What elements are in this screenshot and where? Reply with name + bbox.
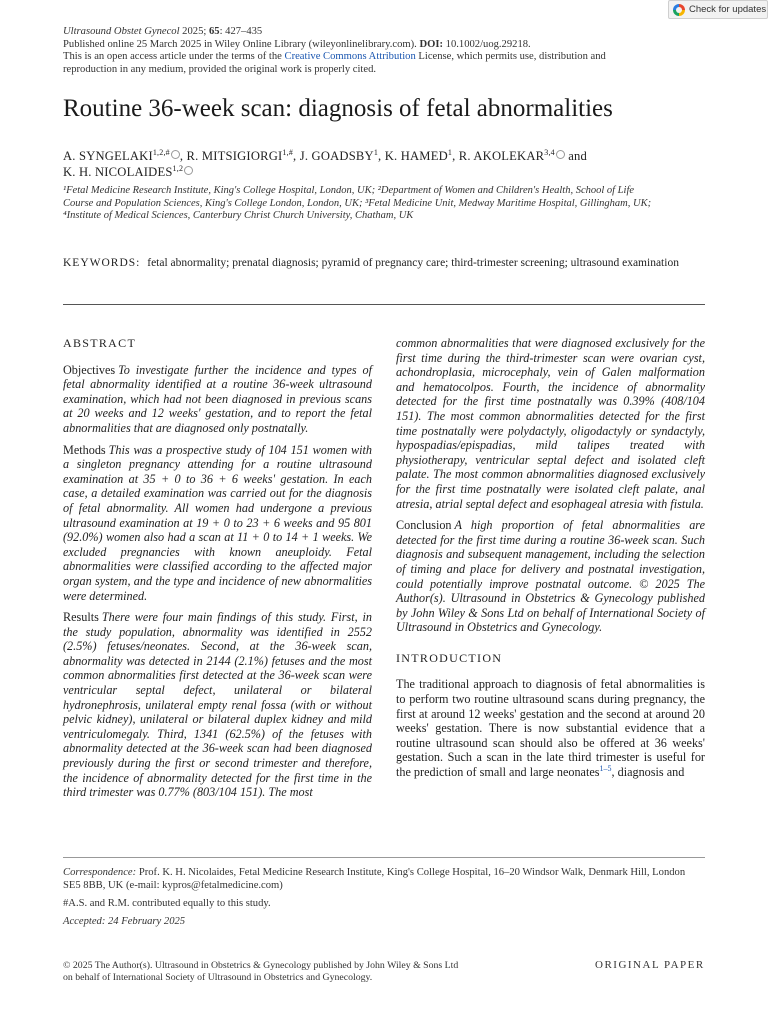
journal-metadata (63, 26, 663, 76)
accepted-date: Accepted: 24 February 2025 (63, 916, 186, 927)
keywords-label: KEYWORDS: (63, 257, 141, 269)
author-name: , J. GOADSBY (293, 149, 374, 163)
affiliation-line: ¹Fetal Medicine Research Institute, King's College Hospital, London, UK; ²Department of Women and Children's Health, School of Life (63, 185, 635, 196)
orcid-icon[interactable] (171, 150, 180, 159)
author-name: , K. HAMED (378, 149, 448, 163)
author-name: A. SYNGELAKI (63, 149, 153, 163)
orcid-icon[interactable] (556, 150, 565, 159)
affiliations (63, 185, 707, 223)
published-line: Published online 25 March 2025 in Wiley Online Library (wileyonlinelibrary.com). DOI: 10.1002/uog.29218. (63, 38, 531, 50)
footnotes (63, 866, 705, 933)
abstract-results: Results There were four main findings of this study. First, in the study population, abnormality was identified in 2552 (2.5%) fetuses/neonates. Second, at the 36-week scan, abnormality was detected in 2144 (2.1%) fetuses and the most common abnormalities first detected at the 36-week scan were ventricular septal defect, unilateral or bilateral hydronephrosis, unilateral empty renal fossa (with or without pelvic kidney), unilateral or bilateral duplex kidney and mild ventriculomegaly. Third, 1341 (62.5%) of the fetuses with abnormality detected at the 36-week scan had been diagnosed previously during the first or second trimester and therefore, the incidence of abnormality detected for the first time in the third trimester was 0.77% (803/104 151). The most (63, 610, 372, 800)
footnote-divider (63, 857, 705, 858)
creative-commons-link[interactable]: Creative Commons Attribution (284, 51, 416, 63)
keywords-text: fetal abnormality; prenatal diagnosis; pyramid of pregnancy care; third-trimester screening; ultrasound examination (147, 257, 679, 269)
volume: 65 (208, 26, 220, 37)
paper-type: ORIGINAL PAPER (595, 959, 705, 971)
conclusion-label: Conclusion (396, 518, 452, 533)
check-for-updates-label: Check for updates (689, 4, 767, 15)
equal-contribution-note: #A.S. and R.M. contributed equally to this study. (63, 898, 271, 909)
abstract-left-column (63, 336, 372, 807)
author-list: A. $SYNGELAKI^{1,2,\#}$ , R. $MITSIGIORGI^{1,\#}$, J. GOADSBY$^1$, K. HAMED$^1$, R. AKOLEKAR$^{3,4}$ and K. H. NICOLAIDES$^{1,2}$ (63, 147, 588, 179)
correspondence-label: Correspondence: (63, 867, 137, 878)
doi[interactable]: 10.1002/uog.29218. (443, 38, 531, 50)
journal-name: Ultrasound Obstet Gynecol (63, 26, 180, 37)
author-name: , R. AKOLEKAR (452, 149, 545, 163)
abstract-results-continued: common abnormalities that were diagnosed exclusively for the first time during the third-trimester scan were ovarian cyst, achondroplasia, microcephaly, vein of Galen malformation and hematocolpos. Fourth, the incidence of abnormality detected for the first time postnatally was 0.39% (408/104 151). The most common abnormalities detected for the first time postnatally were polydactyly, oligodactyly or syndactyly, hypospadias/epispadias, mild talipes treated with physiotherapy, ventricular septal defect and isolated cleft palate. The most common abnormalities diagnosed exclusively for the first time postnatally were isolated cleft palate, anal atresia, atrial septal defect and esophageal atresia with fistula. (396, 336, 705, 511)
citation-line: Ultrasound Obstet Gynecol 2025; 65: 427–435 (63, 26, 263, 37)
abstract-methods: Methods This was a prospective study of 104 151 women with a singleton pregnancy attending for a routine ultrasound examination at 35 + 0 to 36 + 6 weeks' gestation. In each case, a detailed examination was carried out for the diagnosis of fetal abnormality. All women had undergone a previous ultrasound examination at 19 + 0 to 23 + 6 weeks and 95 801 (92.0%) women also had a scan at 11 + 0 to 14 + 1 weeks. We excluded pregnancies with known aneuploidy. Fetal abnormalities were classified according to the affected major organ system, and the type and incidence of new abnormalities were determined. (63, 442, 372, 603)
correspondence: Correspondence: Prof. K. H. Nicolaides, Fetal Medicine Research Institute, King's College Hospital, 16–20 Windsor Walk, Denmark Hill, London SE5 8BB, UK (e-mail: kypros@fetalmedicine.com) (63, 867, 686, 891)
results-label: Results (63, 610, 99, 625)
introduction-heading: INTRODUCTION (396, 650, 503, 665)
reference-link[interactable]: 1–5 (599, 763, 612, 773)
license-line: This is an open access article under the terms of the Creative Commons Attribution License, which permits use, distribution and (63, 51, 606, 63)
author-name: , R. MITSIGIORGI (179, 149, 283, 163)
copyright-notice: © 2025 The Author(s). Ultrasound in Obstetrics & Gynecology published by John Wiley & Sons Ltd on behalf of International Society of Ultrasound in Obstetrics and Gynecology. (63, 960, 459, 983)
doi-label: DOI: (419, 38, 443, 50)
check-for-updates-button[interactable] (668, 0, 768, 19)
crossmark-icon (673, 4, 685, 16)
divider (63, 304, 705, 305)
paper-title: Routine 36-week scan: diagnosis of fetal abnormalities (63, 95, 613, 122)
keywords (63, 256, 705, 271)
abstract-conclusion: Conclusion A high proportion of fetal abnormalities are detected for the first time during a routine 36-week scan. Such diagnosis and subsequent management, including the selection of timing and place for delivery and postnatal investigation, could potentially improve postnatal outcome. © 2025 The Author(s). Ultrasound in Obstetrics & Gynecology published by John Wiley & Sons Ltd on behalf of International Society of Ultrasound in Obstetrics and Gynecology. (396, 518, 705, 635)
abstract-objectives: Objectives To investigate further the incidence and types of fetal abnormality identified at a routine 36-week ultrasound examination, which had not been diagnosed in previous scans at 20 weeks and 12 weeks' gestation, and to report the fetal abnormalities that are diagnosed only postnatally. (63, 362, 372, 435)
affiliation-line: ⁴Institute of Medical Sciences, Canterbury Christ Church University, Chatham, UK (63, 210, 414, 222)
affiliation-line: Course and Population Sciences, King's College London, London, UK; ³Fetal Medicine Unit, Medway Maritime Hospital, Gillingham, UK; (63, 197, 652, 209)
license-line-2: reproduction in any medium, provided the original work is properly cited. (63, 63, 377, 75)
objectives-label: Objectives (63, 362, 116, 377)
introduction-text: The traditional approach to diagnosis of fetal abnormalities is to perform two routine ultrasound scans during pregnancy, the first at around 12 weeks' gestation and the second at around 20 weeks' gestation. There is now substantial evidence that a routine ultrasound scan should also be offered at 36 weeks' gestation. Such a scan in the late third trimester is useful for the prediction of small and large neonates$^{1-5}$, diagnosis and (396, 677, 705, 780)
abstract-right-column (396, 336, 705, 787)
orcid-icon[interactable] (184, 166, 193, 175)
methods-label: Methods (63, 442, 106, 457)
author-name: K. H. NICOLAIDES (63, 165, 173, 179)
abstract-heading: ABSTRACT (63, 336, 137, 350)
